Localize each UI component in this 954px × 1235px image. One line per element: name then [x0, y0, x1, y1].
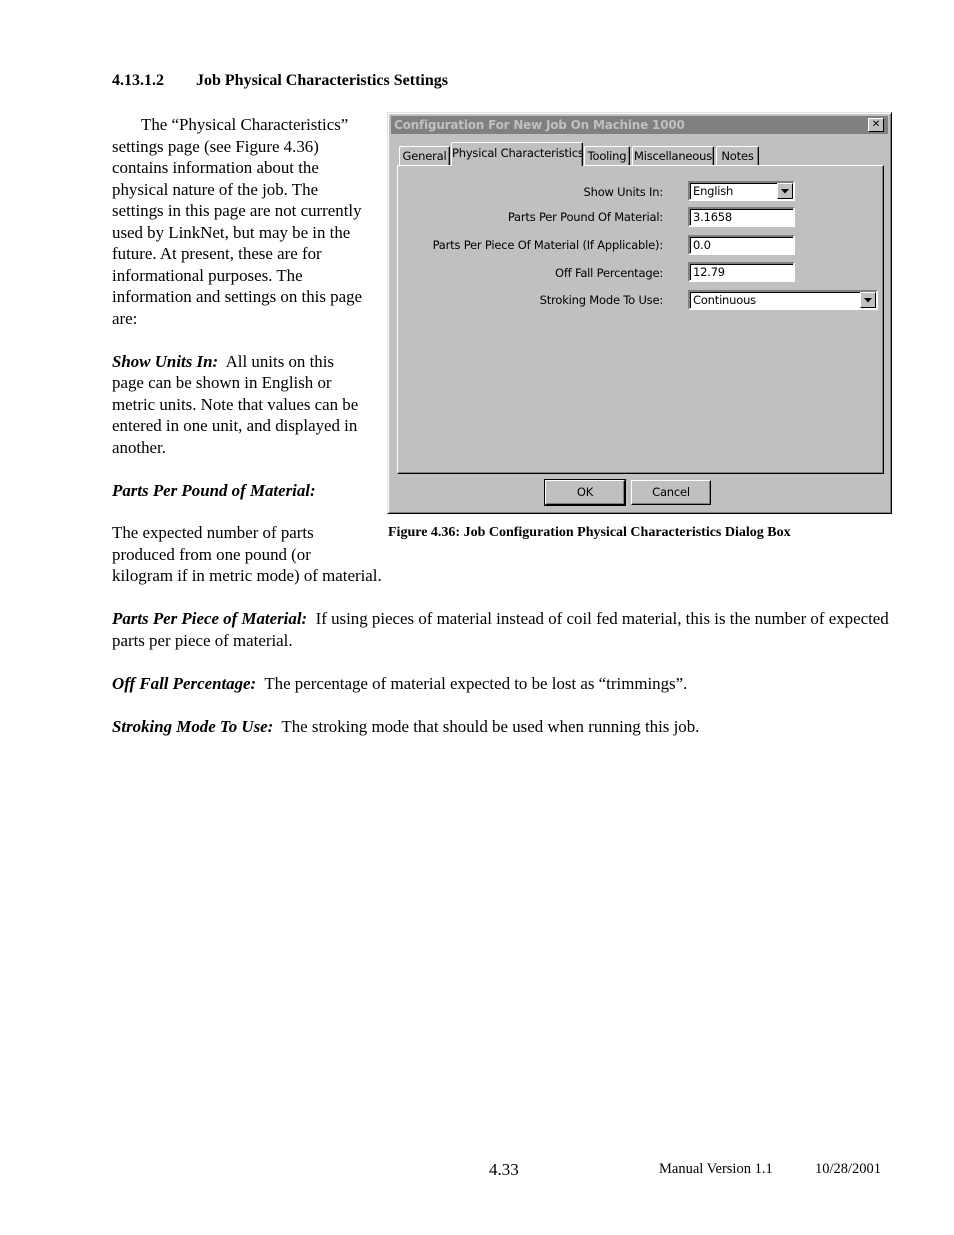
parts-per-pound-input[interactable]: 3.1658 — [688, 207, 795, 227]
manual-date: 10/28/2001 — [815, 1161, 882, 1177]
tab-physical-characteristics[interactable]: Physical Characteristics — [451, 142, 583, 166]
dialog-title: Configuration For New Job On Machine 1000 — [394, 118, 685, 132]
tab-general[interactable]: General — [399, 146, 450, 166]
item-parts-per-piece — [112, 608, 892, 651]
chevron-down-icon[interactable] — [860, 292, 876, 308]
item-term: Off Fall Percentage: — [112, 674, 257, 693]
item-text: All units on this page can be shown in English or metric units. Note that values can be entered in one unit, and displayed in another. — [112, 351, 359, 457]
stroking-mode-value: Continuous — [693, 293, 756, 307]
show-units-label: Show Units In: — [583, 185, 663, 199]
item-term: Show Units In: — [112, 351, 219, 371]
figure-caption: Figure 4.36: Job Configuration Physical Characteristics Dialog Box — [388, 525, 791, 540]
cancel-button[interactable]: Cancel — [631, 480, 711, 505]
section-number: 4.13.1.2 — [112, 72, 164, 89]
tab-panel — [397, 165, 884, 474]
page-number: 4.33 — [489, 1160, 519, 1179]
dialog-titlebar — [391, 116, 888, 134]
item-term: Parts Per Pound of Material: — [112, 480, 316, 500]
tab-miscellaneous[interactable]: Miscellaneous — [632, 146, 714, 166]
off-fall-label: Off Fall Percentage: — [554, 266, 663, 280]
section-title: Job Physical Characteristics Settings — [196, 72, 448, 89]
parts-per-piece-label: Parts Per Piece Of Material (If Applicable): — [432, 238, 663, 252]
chevron-down-icon[interactable] — [777, 183, 793, 199]
item-text: The percentage of material expected to be lost as “trimmings”. — [264, 674, 688, 693]
off-fall-input[interactable]: 12.79 — [688, 262, 795, 282]
item-stroking-mode — [112, 716, 892, 738]
show-units-value: English — [693, 184, 734, 198]
item-parts-per-pound — [112, 480, 364, 502]
item-show-units — [112, 351, 364, 459]
manual-version: Manual Version 1.1 — [659, 1161, 773, 1177]
item-text: If using pieces of material instead of coil fed material, this is the number of expected parts per piece of material. — [112, 609, 889, 650]
parts-per-piece-input[interactable]: 0.0 — [688, 235, 795, 255]
ok-button[interactable]: OK — [545, 480, 625, 505]
item-parts-per-pound-text-b: kilogram if in metric mode) of material. — [112, 566, 382, 585]
close-icon: ✕ — [871, 119, 881, 130]
item-text: The stroking mode that should be used when running this job. — [281, 717, 700, 736]
section-heading — [112, 72, 448, 90]
tab-tooling[interactable]: Tooling — [584, 146, 630, 166]
tab-notes[interactable]: Notes — [716, 146, 759, 166]
stroking-mode-label: Stroking Mode To Use: — [539, 293, 663, 307]
item-parts-per-pound-text-a: The expected number of parts produced from one pound (or — [112, 523, 314, 564]
config-dialog — [387, 112, 892, 514]
parts-per-pound-label: Parts Per Pound Of Material: — [507, 210, 663, 224]
show-units-dropdown[interactable] — [688, 181, 795, 201]
close-button[interactable] — [868, 118, 884, 132]
item-term: Stroking Mode To Use: — [112, 717, 274, 736]
item-off-fall — [112, 673, 892, 695]
wrapped-text-column — [112, 114, 364, 501]
intro-paragraph: The “Physical Characteristics” settings page (see Figure 4.36) contains information about the physical nature of the job. The settings in this page are not currently used by LinkNet, but may be in the future. At present, these are for informational purposes. The information and settings on this page are: — [112, 115, 363, 328]
stroking-mode-dropdown[interactable] — [688, 290, 878, 310]
item-term: Parts Per Piece of Material: — [112, 609, 308, 628]
